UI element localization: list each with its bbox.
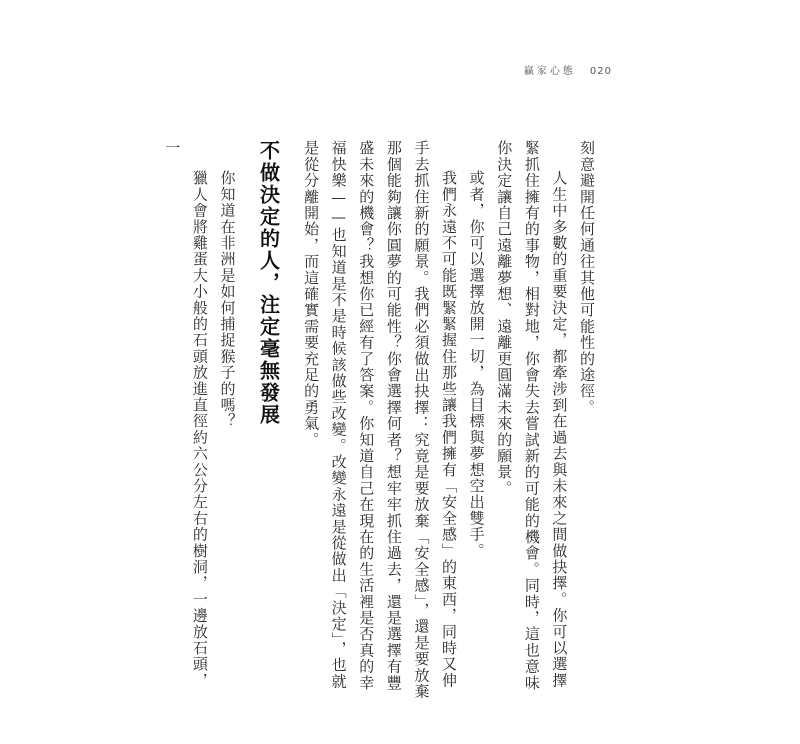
paragraph: 獵人會將雞蛋大小般的石頭放進直徑約六公分左右的樹洞，一邊放石頭，一	[163, 140, 209, 689]
page-number: 020	[589, 66, 612, 77]
vertical-text-block	[160, 140, 600, 700]
paragraph: 或者，你可以選擇放開一切，為目標與夢想空出雙手。	[467, 170, 486, 559]
running-head	[524, 62, 612, 77]
paragraph: 你知道在非洲是如何捕捉猴子的嗎？	[218, 170, 237, 430]
section-heading: 不做決定的人，注定毫無發展	[256, 140, 281, 426]
running-head-book-title: 贏家心態	[523, 66, 576, 77]
paragraph: 刻意避開任何通往其他可能性的途徑。	[578, 140, 596, 416]
paragraph: 人生中多數的重要決定，都牽涉到在過去與未來之間做抉擇。你可以選擇緊抓住擁有的事物，相對地，你會失去嘗試新的可能的機會。同時，這也意味你決定讓自己遠離夢想、遠離更圓滿未來的願景。	[495, 140, 569, 691]
paragraph: 我們永遠不可能既緊緊握住那些讓我們擁有「安全感」的東西，同時又伸手去抓住新的願景。我們必須做出抉擇：究竟是要放棄「安全感」，還是要放棄那個能夠讓你圓夢的可能性？你會選擇何者？想牢牢抓住過去，還是選擇有豐盛未來的機會？我想你已經有了答案。你知道自己在現在的生活裡是否真的幸福快樂——也知道是不是時候該做些改變。改變永遠是從做出「決定」，也就是從分離開始，而這確實需要充足的勇氣。	[302, 140, 459, 700]
